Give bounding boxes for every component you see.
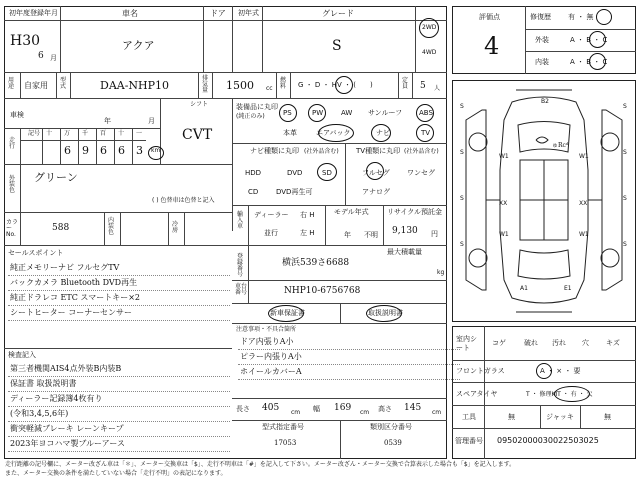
interior-grade-label: 内装	[535, 58, 549, 66]
2wd-label: 2WD	[422, 24, 437, 31]
mileage-digit: 9	[82, 144, 89, 157]
type-label: 型式	[60, 77, 67, 90]
seat-tear: 破れ	[524, 339, 538, 347]
tv-oneseg: ワンセグ	[407, 169, 435, 177]
abs-circle	[416, 104, 434, 122]
equip-pw: PW	[312, 109, 324, 117]
mileage-digit: 6	[100, 144, 107, 157]
first-reg-month: 6	[38, 51, 44, 61]
displacement-unit: cc	[266, 85, 273, 92]
seat-hole: 穴	[582, 339, 589, 347]
navi-circle	[371, 124, 391, 142]
car-name: アクア	[122, 39, 155, 52]
tools-value: 無	[508, 413, 515, 421]
repair-circle	[596, 9, 612, 25]
footer-line1: 走行距離の記号欄に、メーター改ざん車は「＊」、メーター交換車は「$」、走行不明車は「#」を記入して下さい。メーター改ざん・メーター交換で合算表示した場合も「$」を記入します。	[5, 461, 516, 468]
length-unit: cm	[291, 409, 301, 416]
fuel-options: G ・ D ・ HV ・ ( )	[298, 81, 373, 89]
sales-line: バックカメラ Bluetooth DVD再生	[10, 278, 138, 287]
navi-title: ナビ種類に丸印	[250, 147, 299, 155]
shift-label: シフト	[190, 101, 209, 108]
sd-circle	[317, 163, 337, 181]
model-value: DAA-NHP10	[100, 79, 170, 92]
grade-value: S	[332, 38, 342, 54]
color-code: 588	[52, 223, 70, 233]
diag-s4: S	[623, 149, 627, 156]
navi-cd: CD	[248, 188, 259, 196]
mileage-digit: 6	[118, 144, 125, 157]
category-label: 類別区分番号	[370, 423, 412, 431]
type-cert-value: 17053	[274, 439, 297, 447]
navi-hdd: HDD	[245, 169, 262, 177]
first-reg-header: 初年度登録年月	[9, 9, 58, 17]
use-value: 自家用	[24, 81, 48, 90]
navi-dvd: DVD	[287, 169, 303, 177]
seat-label: 室内シート	[456, 335, 477, 353]
width-unit: cm	[360, 409, 370, 416]
fuel-label: 燃料	[280, 77, 287, 90]
plate-label: 登録番号	[237, 253, 244, 278]
tv-title: TV種類に丸印	[356, 147, 401, 155]
diag-s6: S	[623, 195, 627, 202]
length-value: 405	[262, 403, 280, 413]
recycle-value: 9,130	[392, 226, 418, 236]
insp-line: 2023年ヨコハマ製ブルーアース	[10, 439, 125, 448]
tv-analog: アナログ	[362, 188, 390, 196]
pw-circle	[308, 104, 326, 122]
exterior-color: グリーン	[34, 171, 78, 184]
length-label: 長さ	[236, 405, 250, 413]
equip-sunroof: サンルーフ	[368, 109, 403, 117]
seat-scratch: キズ	[606, 339, 620, 347]
import-parallel: 並行	[264, 229, 278, 237]
import-right: 右 H	[300, 211, 315, 219]
diag-w1-a: W1	[499, 153, 509, 160]
repair-label: 修復歴	[530, 13, 551, 21]
plate-value: 横浜539さ6688	[282, 258, 350, 268]
navi-note: (社外品含む)	[304, 148, 339, 155]
mileage-unit-header: 千	[82, 130, 89, 137]
equip-ps: PS	[283, 109, 292, 117]
car-diagram-icon	[452, 80, 636, 322]
load-unit: kg	[437, 269, 445, 276]
exterior-grade-options: A ・ B ・ C	[570, 36, 608, 44]
mileage-digit: 6	[64, 144, 71, 157]
notes-line: ドア内張りA小	[240, 337, 294, 346]
interior-color-label: 内装色	[108, 217, 115, 236]
diag-s3: S	[460, 149, 464, 156]
model-year-unit1: 年	[344, 231, 351, 239]
color-code-label: カラーNo.	[6, 219, 19, 238]
diag-e1: E1	[564, 285, 572, 292]
height-value: 145	[404, 403, 422, 413]
diag-s7: S	[460, 241, 464, 248]
interior-grade-circle	[589, 53, 606, 70]
notes-line: ピラー内張りA小	[240, 352, 302, 361]
capacity-label: 定員	[402, 77, 409, 90]
warranty-circle	[268, 305, 304, 322]
diag-scribble: ゅRcᵈ	[552, 142, 569, 149]
diag-xx-a: XX	[499, 200, 508, 207]
equip-tv: TV	[421, 129, 431, 137]
navi-sd: SD	[322, 169, 332, 177]
diag-w1-c: W1	[499, 231, 509, 238]
type-cert-label: 型式指定番号	[262, 423, 304, 431]
glass-label: フロントガラス	[456, 367, 505, 375]
displacement-value: 1500	[226, 79, 254, 92]
notes-title: 注意事項・不具合箇所	[236, 326, 297, 333]
import-dealer: ディーラー	[254, 211, 289, 219]
width-label: 幅	[313, 405, 320, 413]
equipment-title: 装備品に丸印	[236, 103, 278, 111]
fullseg-circle	[366, 162, 384, 180]
width-value: 169	[334, 403, 352, 413]
mgmt-number: 09502000030022503025	[497, 436, 599, 445]
inspection-label: 車検	[10, 111, 24, 119]
cold-label: 冷房	[172, 221, 179, 234]
notes-line: ホイールカバーA	[240, 367, 302, 376]
exterior-grade-label: 外装	[535, 36, 549, 44]
equip-leather: 本革	[283, 129, 297, 137]
km-circle	[148, 146, 164, 160]
model-year-unit2: 不明	[364, 231, 378, 239]
height-label: 高さ	[378, 405, 392, 413]
diag-a1: A1	[520, 285, 528, 292]
equipment-subtitle: (純正のみ)	[236, 113, 265, 120]
mileage-unit-header: 一	[136, 130, 143, 137]
manual-label: 取扱説明書	[368, 309, 403, 317]
tv-fullseg: フルセグ	[362, 169, 390, 177]
mileage-unit: km	[151, 147, 161, 154]
mileage-digit: 3	[136, 144, 143, 157]
exterior-label: 外装色	[9, 175, 16, 194]
tools-label: 工具	[462, 413, 476, 421]
seat-stain: 汚れ	[552, 339, 566, 347]
car-name-header: 車名	[122, 9, 138, 18]
grade-header: グレード	[322, 9, 354, 18]
diag-w1-b: W1	[579, 153, 589, 160]
seat-burn: コゲ	[492, 339, 506, 347]
airbag-circle	[318, 124, 354, 142]
mileage-unit-header: 十	[46, 130, 53, 137]
height-unit: cm	[432, 409, 442, 416]
navi-dvd-play: DVD再生可	[276, 188, 313, 196]
displacement-label: 排気量	[202, 75, 209, 94]
inspection-month-label: 月	[148, 117, 155, 125]
sales-line: 純正メモリーナビ フルセグTV	[10, 263, 120, 272]
diag-xx-b: XX	[579, 200, 588, 207]
insp-line: (令和3,4,5,6年)	[10, 409, 69, 418]
equip-airbag: エアバック	[316, 129, 351, 137]
recycle-label: リサイクル預託金	[387, 208, 443, 216]
sales-title: セールスポイント	[8, 249, 64, 257]
inspector-title: 検査記入	[8, 351, 36, 359]
model-year-label: モデル年式	[334, 208, 369, 216]
insp-line: ディーラー記録簿4枚有り	[10, 394, 103, 403]
mileage-unit-header: 十	[118, 130, 125, 137]
repair-options: 有 ・ 無	[568, 13, 594, 21]
glass-options: A ・ × ・ 要	[540, 367, 581, 375]
sales-line: 純正ドラレコ ETC スマートキー×2	[10, 293, 141, 302]
score-value: 4	[484, 32, 500, 60]
diag-s5: S	[460, 195, 464, 202]
max-load-label: 最大積載量	[387, 248, 422, 256]
category-value: 0539	[384, 439, 402, 447]
shift-value: CVT	[182, 127, 213, 143]
diag-w1-d: W1	[579, 231, 589, 238]
spare-options: T ・ 修理KIT ・ 有 ・ 欠	[526, 391, 593, 398]
import-left: 左 H	[300, 229, 315, 237]
diag-b2: B2	[541, 98, 549, 105]
warranty-label: 新車保証書	[270, 309, 305, 317]
score-label: 評価点	[479, 13, 500, 21]
chassis-value: NHP10-6756768	[284, 286, 361, 296]
equip-navi: ナビ	[376, 129, 390, 137]
tv-note: (社外品含む)	[404, 148, 439, 155]
model-year-header: 初年式	[238, 9, 259, 17]
first-reg-year: H30	[10, 33, 41, 49]
insp-line: 第三者機関AIS4点外装B内装B	[10, 364, 122, 373]
manual-circle	[366, 305, 402, 322]
insp-line: 保証書 取扱説明書	[10, 379, 77, 388]
ps-circle	[279, 104, 297, 122]
spare-label: スペアタイヤ	[456, 390, 498, 398]
exterior-grade-circle	[589, 31, 606, 48]
mileage-unit-header: 百	[100, 130, 107, 137]
capacity-value: 5	[420, 81, 426, 91]
mileage-unit-header: 記号	[28, 130, 41, 137]
jack-value: 無	[604, 413, 611, 421]
interior-grade-options: A ・ B ・ C	[570, 58, 608, 66]
insp-line: 衝突軽減ブレーキ レーンキープ	[10, 424, 124, 433]
jack-label: ジャッキ	[546, 413, 574, 421]
import-label: 輸入車	[237, 211, 244, 230]
sales-line: シートヒーター コーナーセンサー	[10, 308, 133, 317]
recycle-unit: 円	[431, 230, 438, 238]
tv-circle	[416, 124, 434, 142]
glass-circle	[536, 363, 552, 379]
spare-circle	[554, 386, 590, 402]
diag-s8: S	[623, 241, 627, 248]
fuel-hv-circle	[335, 76, 353, 94]
chassis-label: 車台番号	[235, 283, 248, 296]
4wd-label: 4WD	[422, 49, 437, 56]
first-reg-month-unit: 月	[50, 54, 57, 62]
diag-s1: S	[460, 103, 464, 110]
capacity-unit: 人	[434, 85, 441, 92]
equip-aw: AW	[341, 109, 353, 117]
footer-line2: また、メーター交換の条件を満たしていない場合「走行不明」の表記になります。	[5, 470, 227, 477]
mileage-unit-header: 万	[64, 130, 71, 137]
color-change-note: ( ) 色替車は色替と記入	[152, 197, 215, 204]
mgmt-label: 管理番号	[455, 437, 483, 445]
door-header: ドア	[210, 9, 226, 18]
diag-s2: S	[623, 103, 627, 110]
inspection-year-label: 年	[104, 117, 111, 125]
mileage-label: 走行	[9, 137, 16, 150]
equip-abs: ABS	[419, 109, 433, 117]
